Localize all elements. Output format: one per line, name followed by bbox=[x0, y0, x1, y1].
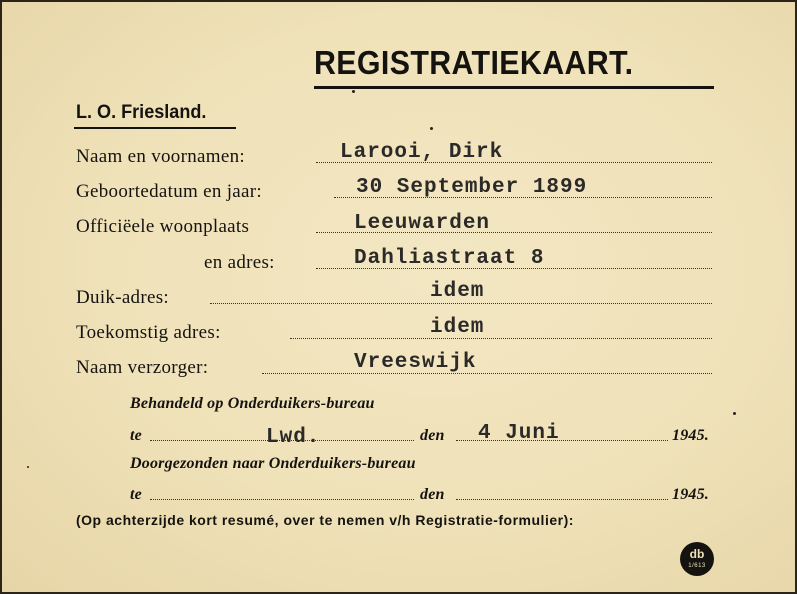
ink-speck bbox=[27, 466, 29, 468]
caretaker-value: Vreeswijk bbox=[354, 351, 477, 374]
residence-value: Leeuwarden bbox=[354, 212, 491, 235]
hiding-address-line bbox=[210, 303, 712, 304]
forwarded-date-line bbox=[456, 499, 668, 500]
organization-label: L. O. Friesland. bbox=[76, 102, 207, 123]
hiding-address-label: Duik-adres: bbox=[76, 287, 169, 308]
treated-year: 1945. bbox=[672, 427, 709, 444]
forwarded-heading: Doorgezonden naar Onderduikers-bureau bbox=[130, 455, 416, 472]
footer-note: (Op achterzijde kort resumé, over te nemen v/h Registratie-formulier): bbox=[76, 512, 574, 528]
future-address-label: Toekomstig adres: bbox=[76, 322, 221, 343]
forwarded-den-label: den bbox=[420, 486, 445, 503]
card-title: REGISTRATIEKAART. bbox=[314, 44, 634, 81]
stamp-sub-text: 1/613 bbox=[688, 563, 706, 569]
ink-speck bbox=[733, 412, 736, 415]
address-label: en adres: bbox=[204, 252, 275, 273]
treated-place-value: Lwd. bbox=[266, 426, 321, 449]
organization-underline bbox=[74, 127, 236, 129]
name-label: Naam en voornamen: bbox=[76, 146, 245, 167]
birthdate-label: Geboortedatum en jaar: bbox=[76, 181, 262, 202]
treated-te-label: te bbox=[130, 427, 142, 444]
future-address-line bbox=[290, 338, 712, 339]
treated-den-label: den bbox=[420, 427, 445, 444]
ink-speck bbox=[352, 90, 355, 93]
name-value: Larooi, Dirk bbox=[340, 141, 504, 164]
ink-speck bbox=[430, 127, 433, 130]
treated-date-value: 4 Juni bbox=[478, 422, 560, 445]
forwarded-year: 1945. bbox=[672, 486, 709, 503]
stamp-main-text: db bbox=[689, 547, 705, 561]
treated-heading: Behandeld op Onderduikers-bureau bbox=[130, 395, 375, 412]
future-address-value: idem bbox=[430, 316, 485, 339]
forwarded-place-line bbox=[150, 499, 414, 500]
forwarded-te-label: te bbox=[130, 486, 142, 503]
caretaker-line bbox=[262, 373, 712, 374]
address-value: Dahliastraat 8 bbox=[354, 247, 545, 270]
title-underline bbox=[314, 86, 714, 89]
printer-stamp bbox=[680, 542, 714, 576]
hiding-address-value: idem bbox=[430, 280, 485, 303]
caretaker-label: Naam verzorger: bbox=[76, 357, 209, 378]
residence-label: Officiëele woonplaats bbox=[76, 216, 250, 237]
birthdate-value: 30 September 1899 bbox=[356, 176, 588, 199]
